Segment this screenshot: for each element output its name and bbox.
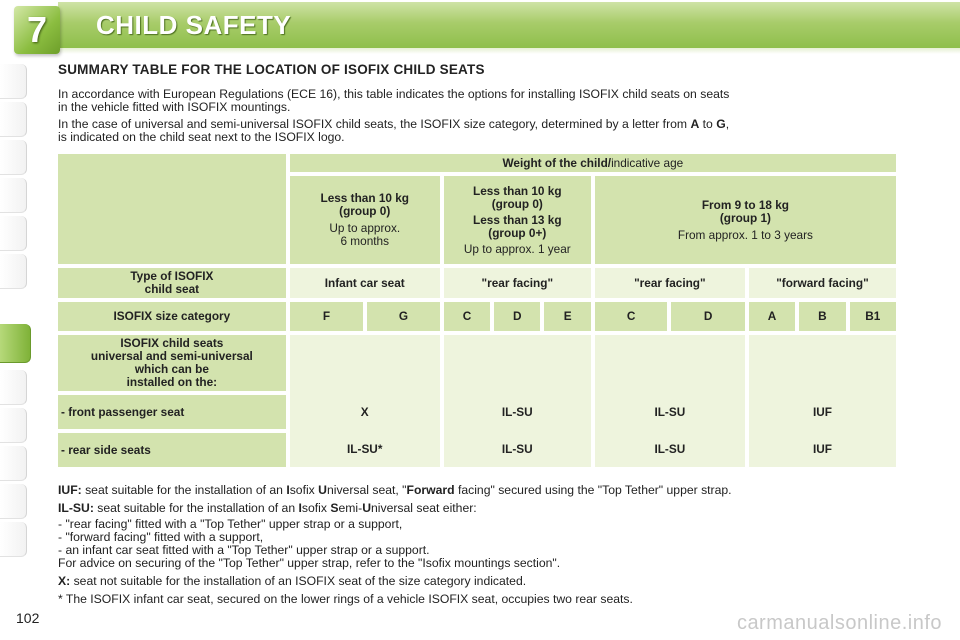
page-number: 102 [16,610,40,626]
note-text: sofix [301,501,331,515]
section-title: SUMMARY TABLE FOR THE LOCATION OF ISOFIX CHILD SEATS [58,62,485,77]
intro-text: In the case of universal and semi-universal ISOFIX child seats, the ISOFIX size category, determined by a letter from [58,117,691,131]
side-tab[interactable] [0,446,27,481]
x-key: X: [58,574,71,588]
isofix-summary-table [54,150,900,471]
size-cell: G [367,302,440,331]
weight-header-bold: Weight of the child/ [502,155,612,170]
weight-header [290,154,896,172]
installed-column [444,335,591,467]
note-text: emi- [338,501,363,515]
rear-seat-value: IL-SU [654,442,686,456]
group-line: (group 0) [491,196,543,211]
size-cell: C [595,302,668,331]
group-line: Less than 10 kg [473,183,562,198]
front-seat-value: IL-SU [501,405,533,419]
watermark: carmanualsonline.info [736,612,942,634]
table-corner-cell [58,154,286,264]
type-cell: "rear facing" [444,268,591,298]
group-line: (group 0+) [488,225,547,240]
group-0-cell [290,176,440,264]
side-tab[interactable] [0,408,27,443]
group-0-plus-cell [444,176,591,264]
type-label: Type of ISOFIX [130,269,214,283]
note-text: niversal seat either: [371,501,477,515]
type-cell: "forward facing" [749,268,896,298]
side-tab-active[interactable] [0,324,31,363]
rear-seat-value: IL-SU* [347,442,383,456]
side-tab[interactable] [0,140,27,175]
size-cell: C [444,302,490,331]
ilsu-note [58,502,477,515]
x-note [58,575,526,588]
intro-line: in the vehicle fitted with ISOFIX mountings. [58,100,291,114]
side-tab[interactable] [0,254,27,289]
installed-column [749,335,896,467]
size-cell: F [290,302,364,331]
weight-header-normal: indicative age [611,155,684,170]
group-line: (group 1) [719,210,771,225]
size-cell: A [749,302,795,331]
group-line: Less than 10 kg [320,191,409,205]
size-cell: D [494,302,540,331]
side-tab[interactable] [0,178,27,213]
group-age: From approx. 1 to 3 years [677,227,813,242]
intro-text: to [699,117,717,131]
note-bold-word: Forward [406,483,455,497]
option-line: - an infant car seat fitted with a "Top Tether" upper strap or a support. [58,543,430,557]
front-seat-value: X [360,405,369,419]
side-tab[interactable] [0,102,27,137]
installed-column [290,335,440,467]
side-tab[interactable] [0,522,27,557]
chapter-number: 7 [26,9,48,50]
rear-seat-value: IL-SU [501,442,533,456]
letter-g: G [716,117,726,131]
iuf-note [58,484,732,497]
note-bold-letter: U [362,501,371,515]
size-cell: D [671,302,745,331]
group-age: 6 months [340,234,389,248]
group-line: Less than 13 kg [473,212,562,227]
footnote: * The ISOFIX infant car seat, secured on the lower rings of a vehicle ISOFIX seat, occupies two rear seats. [58,592,633,606]
group-line: From 9 to 18 kg [701,197,789,212]
front-seat-value: IUF [812,405,832,419]
chapter-header [0,0,960,56]
note-bold-letter: S [330,501,339,515]
type-label-cell [58,268,286,298]
type-cell: "rear facing" [595,268,745,298]
group-age: Up to approx. 1 year [463,241,571,256]
side-tab[interactable] [0,64,27,99]
note-text: facing" secured using the "Top Tether" upper strap. [454,483,732,497]
size-cell: B1 [850,302,896,331]
group-age: Up to approx. [329,221,401,235]
intro-text: , [725,117,730,131]
option-line: - "forward facing" fitted with a support, [58,530,264,544]
note-bold-letter: I [298,501,302,515]
front-passenger-seat-label: - front passenger seat [58,395,286,429]
type-label: child seat [144,282,200,296]
installed-label: ISOFIX child seats [120,336,224,350]
note-text: seat suitable for the installation of an [81,483,287,497]
type-cell: Infant car seat [290,268,440,298]
ilsu-key: IL-SU: [58,501,94,515]
note-text: niversal seat, " [326,483,407,497]
advice-line: For advice on securing of the "Top Tether" upper strap, refer to the "Isofix mountings section". [58,556,561,570]
note-text: sofix [289,483,319,497]
size-cell: E [544,302,590,331]
intro-paragraph-1 [58,88,904,114]
rear-side-seats-label: - rear side seats [58,433,286,467]
option-line: - "rear facing" fitted with a "Top Tether" upper strap or a support, [58,517,403,531]
note-text: seat suitable for the installation of an [93,501,299,515]
installed-label: universal and semi-universal [90,349,253,363]
group-1-cell [595,176,896,264]
size-cell: B [799,302,845,331]
intro-line: is indicated on the child seat next to the ISOFIX logo. [58,130,345,144]
installed-column [595,335,745,467]
letter-a: A [690,117,700,131]
front-seat-value: IL-SU [654,405,686,419]
intro-line: In accordance with European Regulations (ECE 16), this table indicates the options for installing ISOFIX child seats on seats [58,87,730,101]
rear-seat-value: IUF [812,442,832,456]
installed-label: which can be [134,362,209,376]
installed-label-cell [58,335,286,391]
intro-paragraph-2 [58,118,904,144]
side-tab[interactable] [0,484,27,519]
iuf-key: IUF: [58,483,82,497]
size-label-cell: ISOFIX size category [58,302,286,331]
side-tab[interactable] [0,216,27,251]
chapter-title: CHILD SAFETY [96,10,292,40]
group-line: (group 0) [339,204,391,218]
note-bold-letter: I [286,483,290,497]
installed-label: installed on the: [126,375,218,389]
note-text: seat not suitable for the installation of an ISOFIX seat of the size category indicated. [70,574,527,588]
side-tab[interactable] [0,370,27,405]
note-bold-letter: U [318,483,327,497]
